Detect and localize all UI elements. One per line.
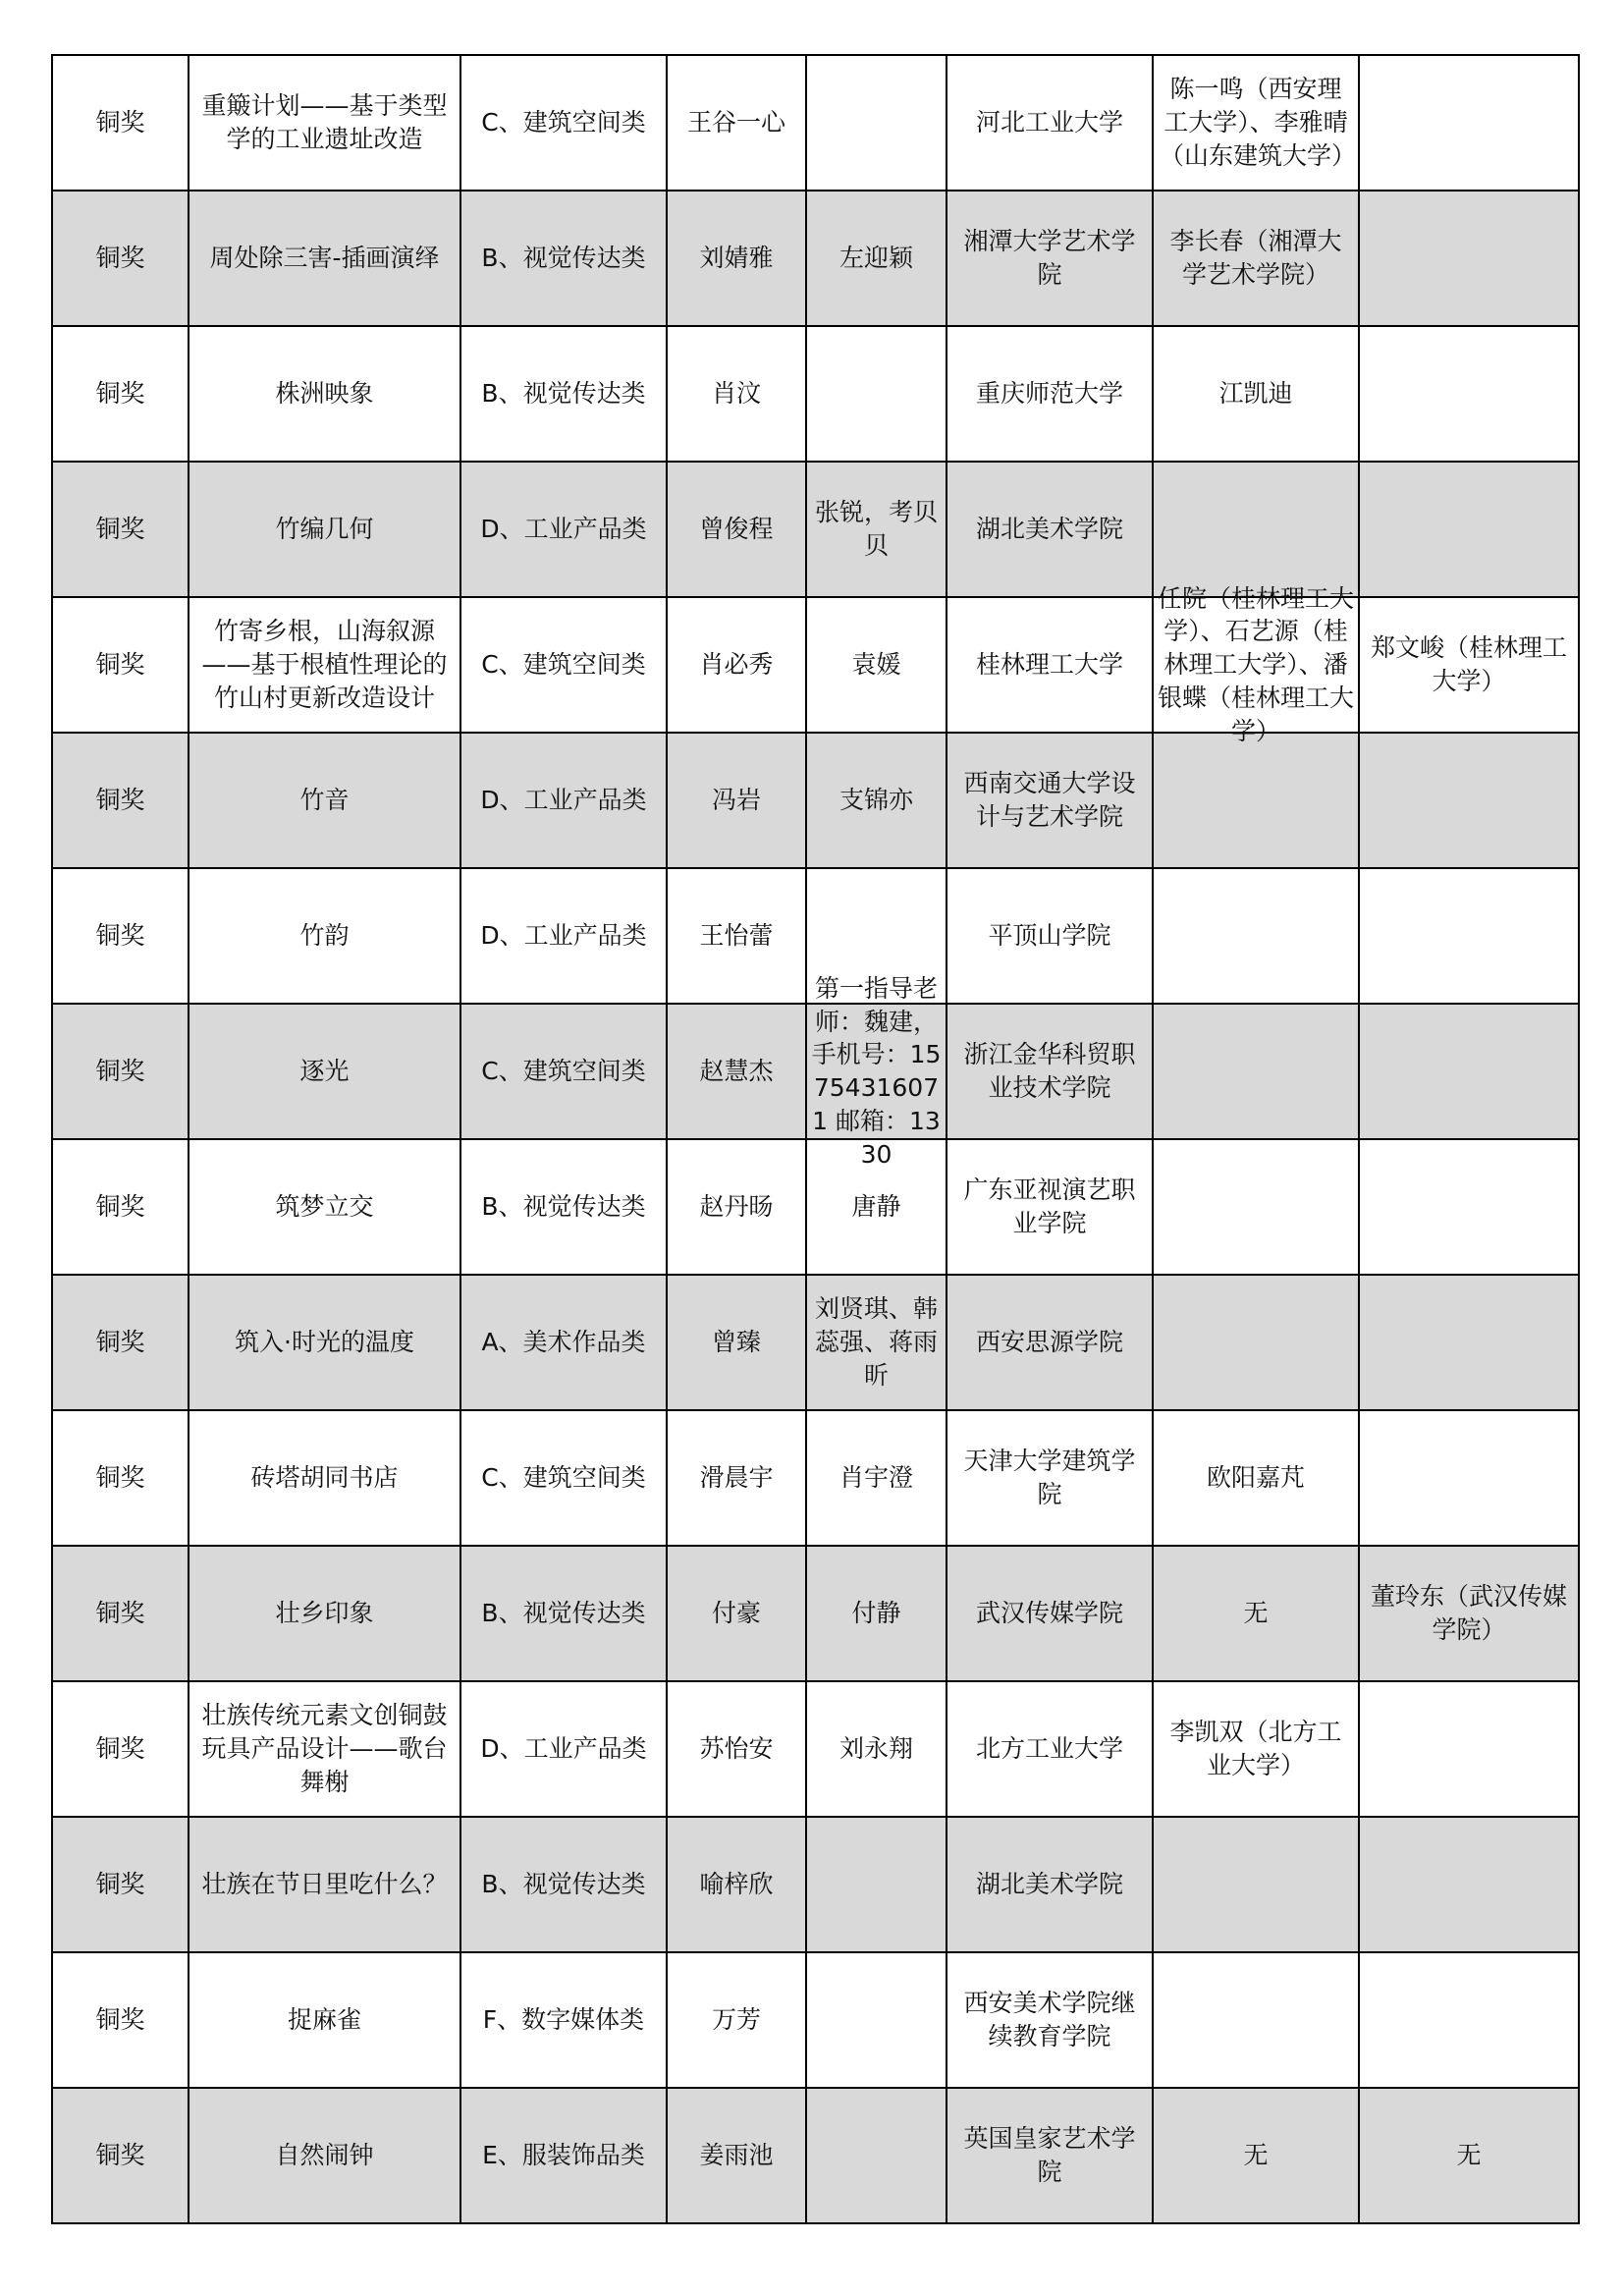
author-cell: 王怡蕾	[667, 868, 806, 1004]
author-cell: 喻梓欣	[667, 1817, 806, 1952]
awards-table-body	[52, 55, 1579, 2223]
advisor1-cell	[1153, 1004, 1359, 1139]
table-row	[52, 191, 1579, 326]
school-cell: 武汉传媒学院	[947, 1546, 1153, 1681]
advisor1-cell	[1153, 868, 1359, 1004]
author-cell: 万芳	[667, 1952, 806, 2088]
table-row	[52, 1817, 1579, 1952]
school-cell: 西安思源学院	[947, 1275, 1153, 1410]
author-cell: 曾俊程	[667, 462, 806, 597]
title-cell: 竹寄乡根，山海叙源——基于根植性理论的竹山村更新改造设计	[189, 597, 460, 733]
advisor2-cell	[1359, 1139, 1579, 1275]
award-cell: 铜奖	[52, 1410, 189, 1546]
members-cell: 支锦亦	[806, 733, 947, 868]
advisor2-cell	[1359, 1817, 1579, 1952]
table-row	[52, 1952, 1579, 2088]
award-cell: 铜奖	[52, 191, 189, 326]
category-cell: B、视觉传达类	[460, 1817, 667, 1952]
advisor2-cell	[1359, 191, 1579, 326]
members-cell: 张锐，考贝贝	[806, 462, 947, 597]
advisor2-cell	[1359, 1410, 1579, 1546]
author-cell: 曾臻	[667, 1275, 806, 1410]
title-cell: 壮族传统元素文创铜鼓玩具产品设计——歌台舞榭	[189, 1681, 460, 1817]
members-cell	[806, 326, 947, 462]
award-cell: 铜奖	[52, 597, 189, 733]
advisor1-cell	[1153, 1817, 1359, 1952]
advisor1-cell: 欧阳嘉芃	[1153, 1410, 1359, 1546]
award-cell: 铜奖	[52, 1681, 189, 1817]
school-cell: 河北工业大学	[947, 55, 1153, 191]
award-cell: 铜奖	[52, 55, 189, 191]
title-cell: 周处除三害-插画演绎	[189, 191, 460, 326]
award-cell: 铜奖	[52, 326, 189, 462]
members-cell: 刘永翔	[806, 1681, 947, 1817]
author-cell: 王谷一心	[667, 55, 806, 191]
awards-table	[51, 54, 1580, 2224]
table-row	[52, 462, 1579, 597]
advisor1-cell: 无	[1153, 1546, 1359, 1681]
advisor2-cell	[1359, 326, 1579, 462]
table-row	[52, 55, 1579, 191]
category-cell: D、工业产品类	[460, 1681, 667, 1817]
members-cell: 袁媛	[806, 597, 947, 733]
category-cell: C、建筑空间类	[460, 597, 667, 733]
school-cell: 天津大学建筑学院	[947, 1410, 1153, 1546]
members-cell: 刘贤琪、韩蕊强、蒋雨昕	[806, 1275, 947, 1410]
advisor2-cell: 董玲东（武汉传媒学院）	[1359, 1546, 1579, 1681]
table-row	[52, 733, 1579, 868]
award-cell: 铜奖	[52, 1952, 189, 2088]
award-cell: 铜奖	[52, 462, 189, 597]
members-cell: 付静	[806, 1546, 947, 1681]
award-cell: 铜奖	[52, 2088, 189, 2223]
category-cell: B、视觉传达类	[460, 1139, 667, 1275]
advisor1-cell: 李长春（湘潭大学艺术学院）	[1153, 191, 1359, 326]
members-cell	[806, 1817, 947, 1952]
category-cell: D、工业产品类	[460, 733, 667, 868]
members-text: 第一指导老师：魏建，手机号：15754316071 邮箱：1330	[811, 973, 942, 1169]
members-cell: 肖宇澄	[806, 1410, 947, 1546]
advisor1-cell	[1153, 462, 1359, 597]
title-cell: 筑梦立交	[189, 1139, 460, 1275]
school-cell: 西安美术学院继续教育学院	[947, 1952, 1153, 2088]
category-cell: C、建筑空间类	[460, 1004, 667, 1139]
members-cell	[806, 1952, 947, 2088]
award-cell: 铜奖	[52, 1004, 189, 1139]
author-cell: 肖汶	[667, 326, 806, 462]
category-cell: D、工业产品类	[460, 462, 667, 597]
title-cell: 砖塔胡同书店	[189, 1410, 460, 1546]
table-row	[52, 1546, 1579, 1681]
advisor2-cell	[1359, 462, 1579, 597]
members-cell	[806, 55, 947, 191]
advisor1-cell: 无	[1153, 2088, 1359, 2223]
members-cell: 唐静	[806, 1139, 947, 1275]
advisor1-cell: 陈一鸣（西安理工大学）、李雅晴（山东建筑大学）	[1153, 55, 1359, 191]
advisor2-cell	[1359, 1681, 1579, 1817]
table-row	[52, 1004, 1579, 1139]
table-row	[52, 2088, 1579, 2223]
author-cell: 付豪	[667, 1546, 806, 1681]
advisor2-cell	[1359, 868, 1579, 1004]
title-cell: 自然闹钟	[189, 2088, 460, 2223]
school-cell: 西南交通大学设计与艺术学院	[947, 733, 1153, 868]
title-cell: 筑入·时光的温度	[189, 1275, 460, 1410]
table-row	[52, 1275, 1579, 1410]
category-cell: D、工业产品类	[460, 868, 667, 1004]
members-cell	[806, 973, 947, 1169]
category-cell: B、视觉传达类	[460, 191, 667, 326]
advisor2-cell	[1359, 1275, 1579, 1410]
author-cell: 肖必秀	[667, 597, 806, 733]
advisor2-cell: 无	[1359, 2088, 1579, 2223]
author-cell: 姜雨池	[667, 2088, 806, 2223]
advisor1-cell	[1153, 1952, 1359, 2088]
school-cell: 湖北美术学院	[947, 462, 1153, 597]
advisor2-cell	[1359, 1952, 1579, 2088]
school-cell: 平顶山学院	[947, 868, 1153, 1004]
title-cell: 重簸计划——基于类型学的工业遗址改造	[189, 55, 460, 191]
advisor2-cell	[1359, 1004, 1579, 1139]
table-row	[52, 326, 1579, 462]
award-cell: 铜奖	[52, 733, 189, 868]
advisor1-cell	[1153, 1275, 1359, 1410]
award-cell: 铜奖	[52, 1139, 189, 1275]
category-cell: B、视觉传达类	[460, 326, 667, 462]
category-cell: A、美术作品类	[460, 1275, 667, 1410]
title-cell: 竹编几何	[189, 462, 460, 597]
table-row	[52, 1681, 1579, 1817]
award-cell: 铜奖	[52, 1817, 189, 1952]
title-cell: 壮族在节日里吃什么？	[189, 1817, 460, 1952]
table-row	[52, 1410, 1579, 1546]
advisor1-cell	[1153, 733, 1359, 868]
school-cell: 英国皇家艺术学院	[947, 2088, 1153, 2223]
members-cell	[806, 2088, 947, 2223]
advisor1-cell: 江凯迪	[1153, 326, 1359, 462]
school-cell: 北方工业大学	[947, 1681, 1153, 1817]
author-cell: 冯岩	[667, 733, 806, 868]
author-cell: 赵丹旸	[667, 1139, 806, 1275]
award-cell: 铜奖	[52, 1275, 189, 1410]
members-cell: 左迎颖	[806, 191, 947, 326]
category-cell: B、视觉传达类	[460, 1546, 667, 1681]
title-cell: 株洲映象	[189, 326, 460, 462]
advisor1-text: 任院（桂林理工大学）、石艺源（桂林理工大学）、潘银蝶（桂林理工大学）	[1158, 583, 1355, 745]
category-cell: E、服装饰品类	[460, 2088, 667, 2223]
advisor2-cell	[1359, 733, 1579, 868]
award-cell: 铜奖	[52, 868, 189, 1004]
category-cell: F、数字媒体类	[460, 1952, 667, 2088]
school-cell: 浙江金华科贸职业技术学院	[947, 1004, 1153, 1139]
title-cell: 竹音	[189, 733, 460, 868]
author-cell: 赵慧杰	[667, 1004, 806, 1139]
school-cell: 桂林理工大学	[947, 597, 1153, 733]
author-cell: 刘婧雅	[667, 191, 806, 326]
category-cell: C、建筑空间类	[460, 1410, 667, 1546]
award-cell: 铜奖	[52, 1546, 189, 1681]
advisor1-cell	[1153, 1139, 1359, 1275]
author-cell: 苏怡安	[667, 1681, 806, 1817]
category-cell: C、建筑空间类	[460, 55, 667, 191]
school-cell: 广东亚视演艺职业学院	[947, 1139, 1153, 1275]
school-cell: 湖北美术学院	[947, 1817, 1153, 1952]
school-cell: 湘潭大学艺术学院	[947, 191, 1153, 326]
advisor2-cell	[1359, 55, 1579, 191]
advisor1-cell	[1153, 583, 1359, 745]
author-cell: 滑晨宇	[667, 1410, 806, 1546]
title-cell: 竹韵	[189, 868, 460, 1004]
advisor2-cell: 郑文峻（桂林理工大学）	[1359, 597, 1579, 733]
title-cell: 逐光	[189, 1004, 460, 1139]
title-cell: 捉麻雀	[189, 1952, 460, 2088]
table-row	[52, 597, 1579, 733]
school-cell: 重庆师范大学	[947, 326, 1153, 462]
title-cell: 壮乡印象	[189, 1546, 460, 1681]
advisor1-cell: 李凯双（北方工业大学）	[1153, 1681, 1359, 1817]
